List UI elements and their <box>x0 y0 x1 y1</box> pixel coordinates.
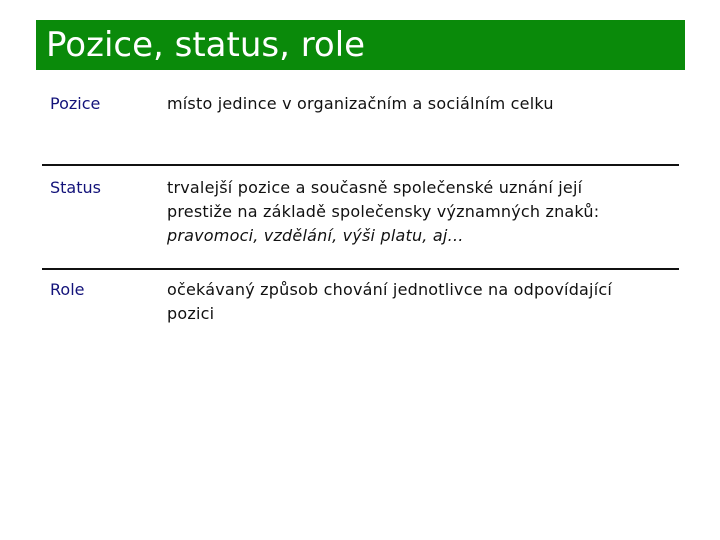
definition-role <box>167 278 679 350</box>
definition-line: pozici <box>167 304 215 323</box>
table-row-role <box>42 270 679 350</box>
term-role: Role <box>50 280 85 299</box>
definition-line: očekávaný způsob chování jednotlivce na odpovídající <box>167 280 612 299</box>
term-pozice: Pozice <box>50 94 101 113</box>
definition-line-examples: pravomoci, vzdělání, výši platu, aj… <box>167 226 464 245</box>
definition-line: trvalejší pozice a současně společenské uznání její <box>167 178 583 197</box>
table-row-pozice <box>42 82 679 166</box>
slide-title: Pozice, status, role <box>46 25 366 65</box>
definition-table <box>42 82 679 350</box>
definition-status <box>167 176 679 268</box>
title-bar <box>36 20 685 70</box>
definition-line: místo jedince v organizačním a sociálním celku <box>167 94 554 113</box>
term-status: Status <box>50 178 101 197</box>
table-row-status <box>42 166 679 270</box>
definition-pozice <box>167 92 679 164</box>
definition-line: prestiže na základě společensky významných znaků: <box>167 202 600 221</box>
